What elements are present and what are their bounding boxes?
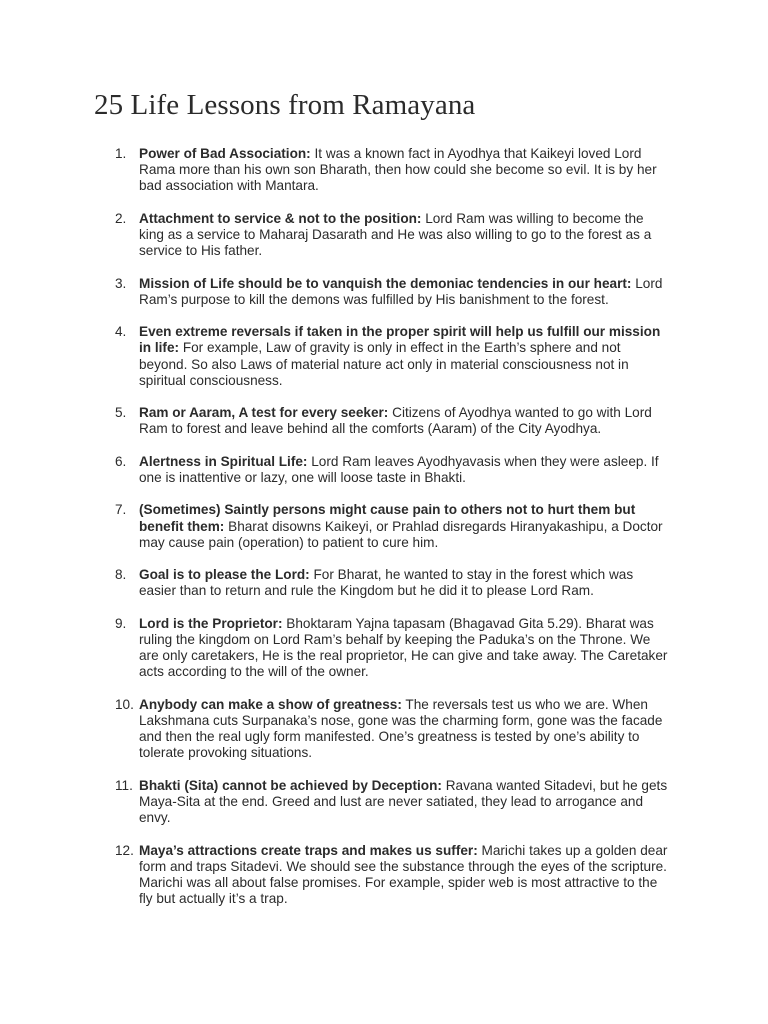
lesson-body: It was a known fact in Ayodhya that Kaikeyi loved Lord Rama more than his own son Bharath, then how could she become so evil. It is by her bad association with Mantara. <box>139 146 657 194</box>
list-item <box>94 567 672 599</box>
list-item <box>94 843 672 908</box>
lesson-body: Bhoktaram Yajna tapasam (Bhagavad Gita 5.29). Bharat was ruling the kingdom on Lord Ram’s behalf by keeping the Paduka’s on the Throne. We are only caretakers, He is the real proprietor, He can give and take away. The Caretaker acts according to the will of the owner. <box>139 615 668 680</box>
lesson-number: 11. <box>115 777 133 793</box>
lesson-number: 7. <box>115 502 127 518</box>
lesson-heading: Power of Bad Association: <box>139 146 311 161</box>
lesson-number: 10. <box>115 696 134 712</box>
lesson-body: Marichi takes up a golden dear form and traps Sitadevi. We should see the substance through the eyes of the scripture. Marichi was all about false promises. For example, spider web is most attractive to the fly but actually it’s a trap. <box>139 842 668 907</box>
lesson-heading: Anybody can make a show of greatness: <box>139 696 402 712</box>
lesson-heading: Mission of Life should be to vanquish the demoniac tendencies in our heart: <box>139 275 632 291</box>
lesson-list <box>94 146 672 907</box>
lesson-number: 4. <box>115 324 127 340</box>
lesson-body: For Bharat, he wanted to stay in the forest which was easier than to return and rule the Kingdom but he did it to please Lord Ram. <box>139 567 634 599</box>
list-item <box>94 454 672 486</box>
document-title: 25 Life Lessons from Ramayana <box>94 89 476 121</box>
list-item <box>94 502 672 551</box>
lesson-number: 12. <box>115 842 134 858</box>
list-item <box>94 276 672 308</box>
lesson-heading: Maya’s attractions create traps and makes us suffer: <box>139 842 478 858</box>
list-item <box>94 146 672 195</box>
lesson-number: 8. <box>115 567 127 583</box>
lesson-heading: Alertness in Spiritual Life: <box>139 453 308 469</box>
lesson-heading: Bhakti (Sita) cannot be achieved by Deception: <box>139 777 442 793</box>
list-item <box>94 697 672 762</box>
lesson-body: Ravana wanted Sitadevi, but he gets Maya-Sita at the end. Greed and lust are never satiated, they lead to arrogance and envy. <box>139 777 668 826</box>
lesson-heading: Goal is to please the Lord: <box>139 567 310 583</box>
lesson-body: Lord Ram was willing to become the king as a service to Maharaj Dasarath and He was also willing to go to the forest as a service to His father. <box>139 210 652 259</box>
lesson-number: 6. <box>115 453 127 469</box>
lesson-body: Bharat disowns Kaikeyi, or Prahlad disregards Hiranyakashipu, a Doctor may cause pain (operation) to patient to cure him. <box>139 518 663 550</box>
list-item <box>94 211 672 260</box>
lesson-heading: Ram or Aaram, A test for every seeker: <box>139 405 389 421</box>
lesson-heading: Lord is the Proprietor: <box>139 615 283 631</box>
lesson-number: 9. <box>115 615 127 631</box>
list-item <box>94 405 672 437</box>
lesson-number: 1. <box>115 146 127 161</box>
lesson-body: Lord Ram leaves Ayodhyavasis when they were asleep. If one is inattentive or lazy, one will loose taste in Bhakti. <box>139 453 659 485</box>
lesson-heading: (Sometimes) Saintly persons might cause pain to others not to hurt them but benefit them: <box>139 502 636 534</box>
lesson-number: 2. <box>115 210 127 226</box>
list-item <box>94 778 672 827</box>
lesson-number: 5. <box>115 405 127 421</box>
lesson-body: The reversals test us who we are. When Lakshmana cuts Surpanaka’s nose, gone was the charming form, gone was the facade and then the real ugly form manifested. One’s greatness is tested by one’s ability to tolerate provoking situations. <box>139 696 663 761</box>
lesson-heading: Attachment to service & not to the position: <box>139 210 422 226</box>
list-item <box>94 616 672 681</box>
lesson-heading: Even extreme reversals if taken in the proper spirit will help us fulfill our mission in life: <box>139 324 661 356</box>
lesson-body: Citizens of Ayodhya wanted to go with Lord Ram to forest and leave behind all the comforts (Aaram) of the City Ayodhya. <box>139 405 652 437</box>
lesson-body: For example, Law of gravity is only in effect in the Earth’s sphere and not beyond. So also Laws of material nature act only in material consciousness not in spiritual consciousness. <box>139 340 629 388</box>
lesson-body: Lord Ram’s purpose to kill the demons was fulfilled by His banishment to the forest. <box>139 275 663 307</box>
lesson-number: 3. <box>115 275 127 291</box>
list-item <box>94 324 672 389</box>
